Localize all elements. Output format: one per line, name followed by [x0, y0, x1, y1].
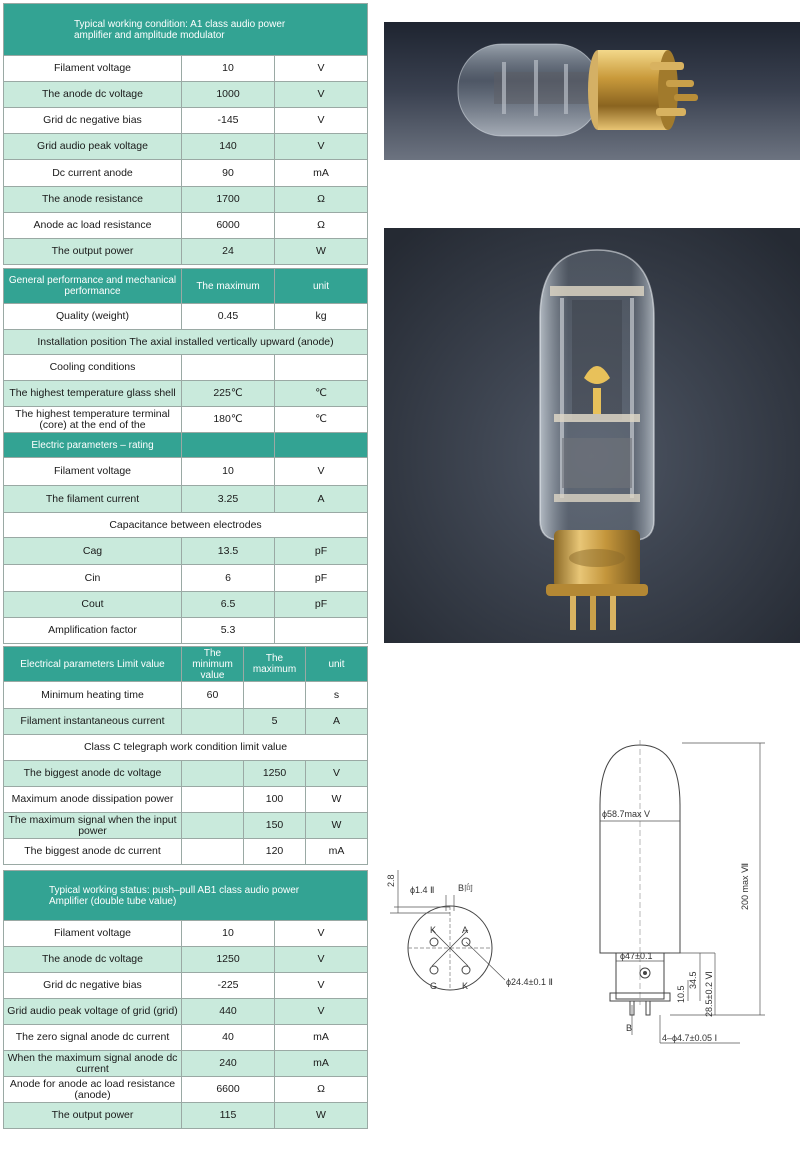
dim-28-5: 28.5±0.2 Ⅵ — [704, 971, 714, 1017]
table2-header: General performance and mechanical performance The maximum unit — [4, 269, 368, 304]
table-row: The anode dc voltage 1250 V — [4, 947, 368, 973]
dim-200: 200 max Ⅶ — [740, 862, 750, 910]
table-row: The filament current 3.25 A — [4, 486, 368, 513]
pin-label-a: A — [462, 925, 469, 935]
table-row: Quality (weight) 0.45 kg — [4, 304, 368, 330]
table-row: Grid dc negative bias -145 V — [4, 108, 368, 134]
table-row: When the maximum signal anode dc current 240 mA — [4, 1051, 368, 1077]
table1-header: Typical working condition: A1 class audio power amplifier and amplitude modulator — [4, 4, 368, 56]
b-direction-label: B向 — [458, 883, 474, 893]
table-row: Grid audio peak voltage of grid (grid) 440 V — [4, 999, 368, 1025]
table-row: The highest temperature terminal (core) at the end of the 180℃ ℃ — [4, 407, 368, 433]
table-row: The maximum signal when the input power 150 W — [4, 813, 368, 839]
table-row: The biggest anode dc voltage 1250 V — [4, 761, 368, 787]
table-row: The highest temperature glass shell 225℃ ℃ — [4, 381, 368, 407]
table-row: Grid audio peak voltage 140 V — [4, 134, 368, 160]
pin-label-k1: K — [430, 925, 437, 935]
table-row: Cag 13.5 pF — [4, 538, 368, 565]
dim-2-8: 2.8 — [386, 874, 396, 887]
table4-header: Typical working status: push–pull AB1 class audio power Amplifier (double tube value) — [4, 871, 368, 921]
table-row: Minimum heating time 60 s — [4, 682, 368, 709]
dim-10-5: 10.5 — [676, 985, 686, 1003]
b-label: B — [626, 1023, 633, 1033]
table-row: Cout 6.5 pF — [4, 592, 368, 618]
table-row: The anode dc voltage 1000 V — [4, 82, 368, 108]
table-row: Anode for anode ac load resistance (anode) 6600 Ω — [4, 1077, 368, 1103]
pin-label-k2: K — [462, 981, 469, 991]
table-row: Cin 6 pF — [4, 565, 368, 592]
table-row: Cooling conditions — [4, 355, 368, 381]
dim-pins: 4–ϕ4.7±0.05 Ⅰ — [662, 1033, 718, 1043]
dim-34-5: 34.5 — [688, 971, 698, 989]
table-row: Anode ac load resistance 6000 Ω — [4, 213, 368, 239]
dim-24-4: ϕ24.4±0.1 Ⅱ — [506, 977, 553, 987]
table-row: The biggest anode dc current 120 mA — [4, 839, 368, 865]
table-typical-a1 — [3, 3, 368, 265]
table-general-performance — [3, 268, 368, 644]
table-row: The output power 24 W — [4, 239, 368, 265]
table-row: Dc current anode 90 mA — [4, 160, 368, 187]
table3-header: Electrical parameters Limit value The minimum value The maximum unit — [4, 647, 368, 682]
table-row: Installation position The axial installed vertically upward (anode) — [4, 330, 368, 355]
tube-photo-horizontal — [384, 22, 800, 160]
table-row: Filament voltage 10 V — [4, 56, 368, 82]
table-limit-values — [3, 646, 368, 865]
table-row: The anode resistance 1700 Ω — [4, 187, 368, 213]
dim-47: ϕ47±0.1 — [620, 951, 653, 961]
table-row: Grid dc negative bias -225 V — [4, 973, 368, 999]
table-row: Maximum anode dissipation power 100 W — [4, 787, 368, 813]
table-row: The zero signal anode dc current 40 mA — [4, 1025, 368, 1051]
table-row: Filament voltage 10 V — [4, 921, 368, 947]
table-row: Filament instantaneous current 5 A — [4, 709, 368, 735]
dim-1-4: ϕ1.4 Ⅱ — [410, 885, 435, 895]
table-row: The output power 115 W — [4, 1103, 368, 1129]
table-row: Filament voltage 10 V — [4, 458, 368, 486]
dimension-drawing — [370, 735, 800, 1055]
table-row: Capacitance between electrodes — [4, 513, 368, 538]
table-typical-ab1 — [3, 870, 368, 1129]
table-row: Class C telegraph work condition limit value — [4, 735, 368, 761]
pin-label-g: G — [430, 981, 438, 991]
table2-rating-header: Electric parameters – rating — [4, 433, 368, 458]
tube-photo-upright — [384, 228, 800, 643]
table-row: Amplification factor 5.3 — [4, 618, 368, 644]
dim-58-7: ϕ58.7max V — [602, 809, 651, 819]
